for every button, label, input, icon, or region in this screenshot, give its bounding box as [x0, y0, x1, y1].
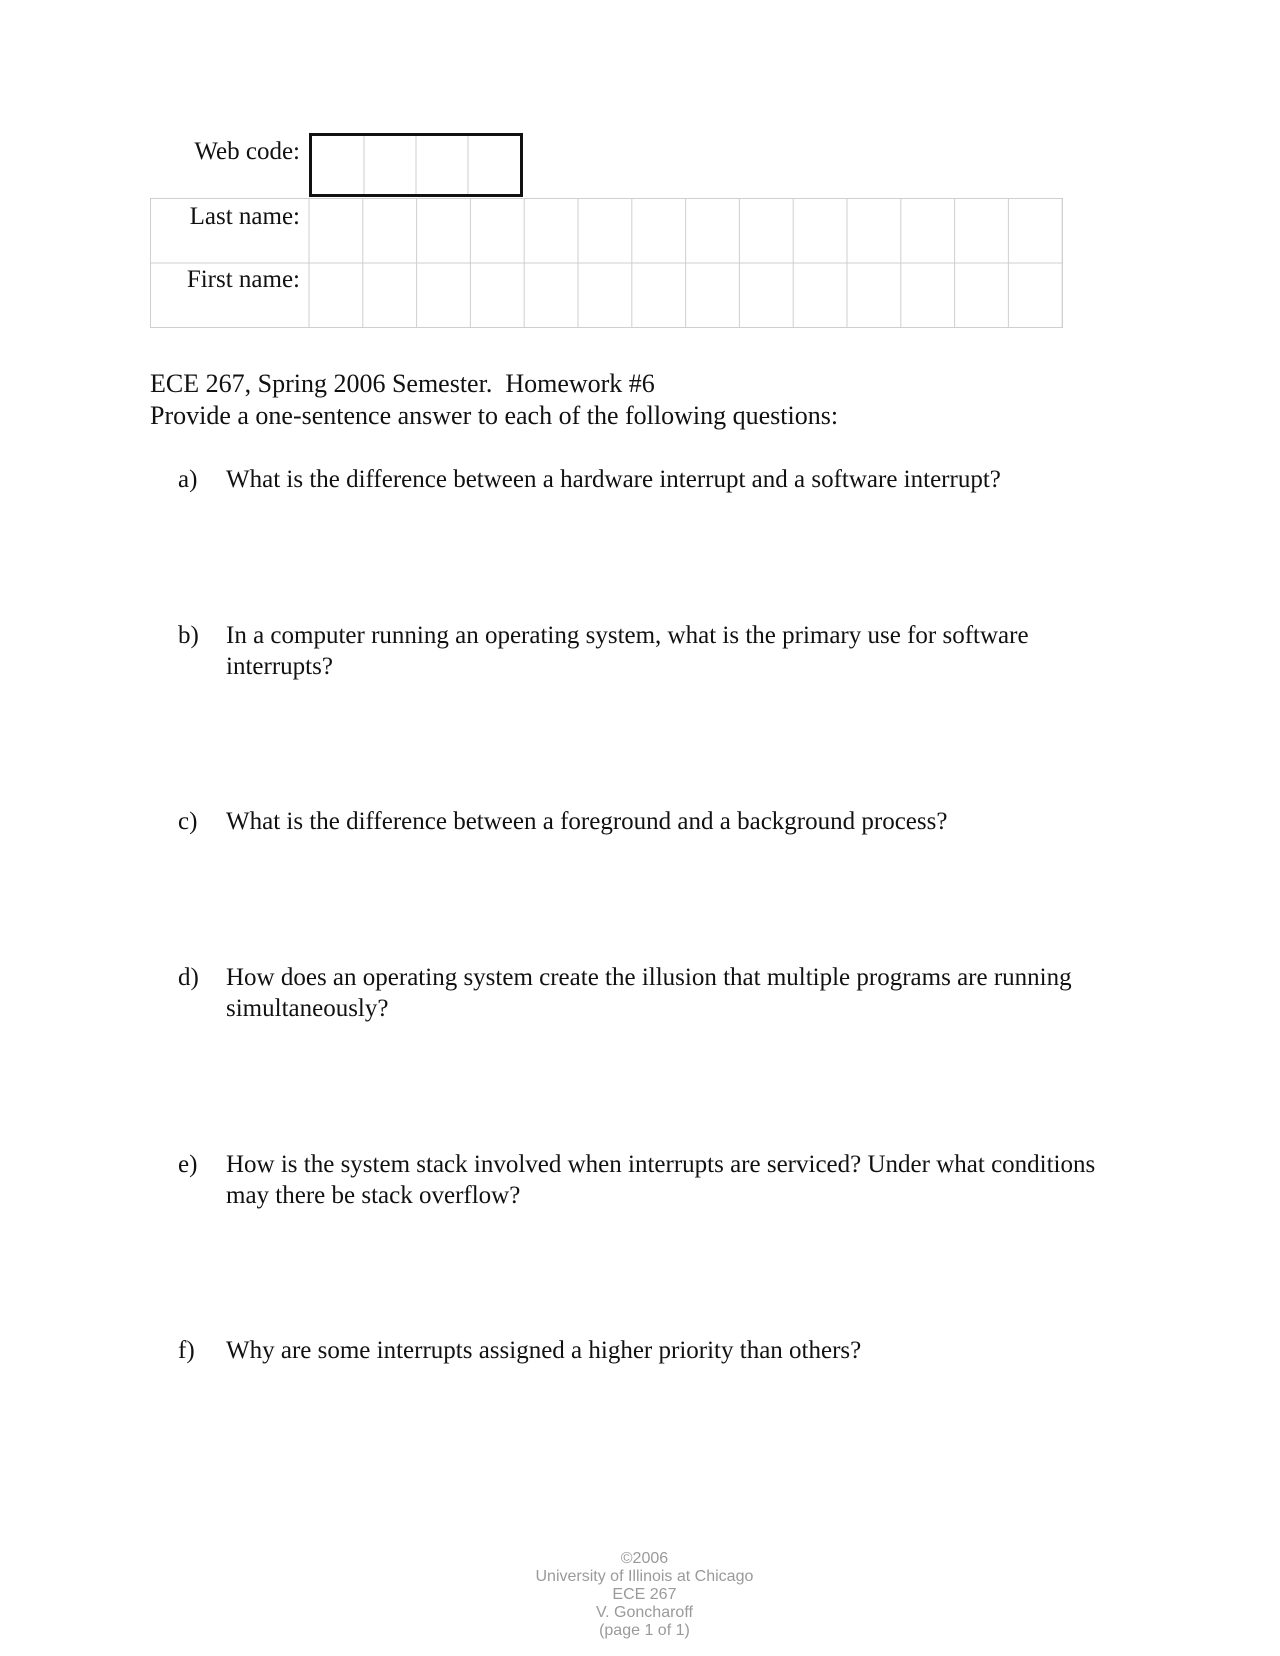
footer-copyright: ©2006	[620, 1550, 669, 1567]
question-letter: c)	[178, 808, 198, 835]
footer-university: University of Illinois at Chicago	[535, 1568, 754, 1585]
question-letter: d)	[178, 964, 199, 991]
question-c	[178, 806, 1108, 837]
web-code-cells	[312, 136, 520, 194]
homework-heading	[150, 368, 838, 432]
question-text: How is the system stack involved when interrupts are serviced? Under what conditions may there be stack overflow?	[226, 1151, 1096, 1209]
question-text: How does an operating system create the illusion that multiple programs are running simultaneously?	[226, 964, 1072, 1022]
question-b	[178, 620, 1108, 682]
question-a	[178, 464, 1108, 495]
homework-instructions: Provide a one-sentence answer to each of the following questions:	[150, 401, 839, 430]
question-letter: f)	[178, 1337, 195, 1364]
footer-course: ECE 267	[612, 1586, 677, 1603]
question-text: Why are some interrupts assigned a higher priority than others?	[226, 1337, 862, 1364]
question-d	[178, 962, 1108, 1024]
first-name-label: First name:	[186, 266, 300, 293]
question-letter: b)	[178, 622, 199, 649]
footer-page: (page 1 of 1)	[599, 1622, 690, 1639]
question-letter: e)	[178, 1151, 198, 1178]
question-text: In a computer running an operating system, what is the primary use for software interrupts?	[226, 622, 1029, 680]
last-name-input[interactable]	[309, 198, 1063, 263]
question-e	[178, 1149, 1108, 1211]
web-code-input[interactable]	[309, 133, 523, 197]
question-letter: a)	[178, 466, 198, 493]
web-code-label: Web code:	[194, 138, 300, 165]
question-text: What is the difference between a foreground and a background process?	[226, 808, 948, 835]
footer-author: V. Goncharoff	[595, 1604, 693, 1621]
homework-title: ECE 267, Spring 2006 Semester. Homework #6	[150, 369, 655, 398]
question-f	[178, 1335, 1108, 1366]
question-text: What is the difference between a hardware interrupt and a software interrupt?	[226, 466, 1001, 493]
last-name-label: Last name:	[189, 203, 300, 230]
page-footer	[0, 1532, 1280, 1640]
first-name-input[interactable]	[309, 263, 1063, 328]
